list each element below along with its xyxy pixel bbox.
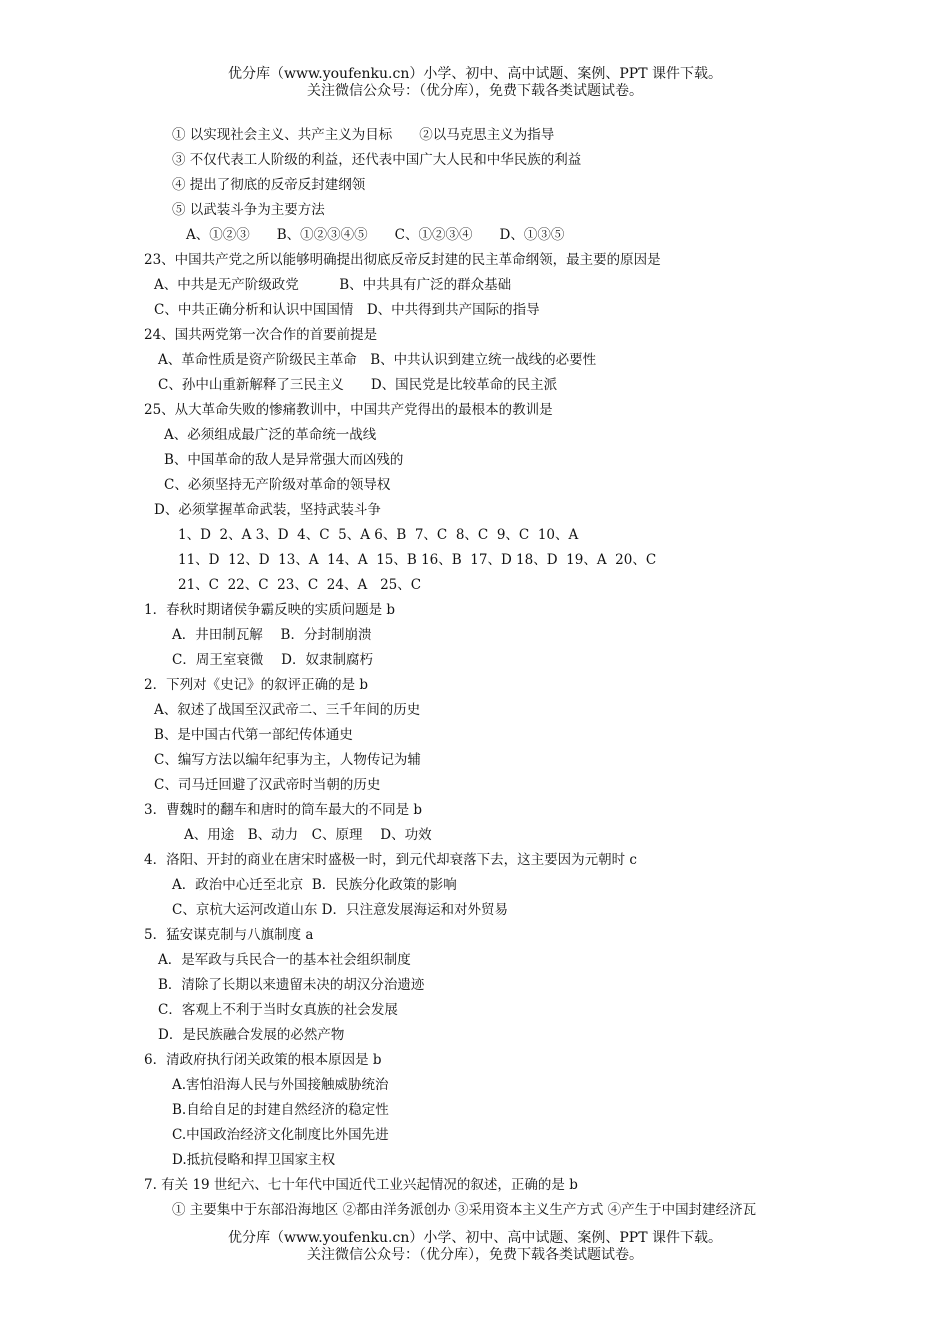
footer-line-1: 优分库（www.youfenku.cn）小学、初中、高中试题、案例、PPT 课件下载。	[227, 1230, 722, 1246]
header-line-1: 优分库（www.youfenku.cn）小学、初中、高中试题、案例、PPT 课件下载。	[227, 66, 722, 82]
text-line-content: D．是民族融合发展的必然产物	[158, 1027, 345, 1043]
question-stem	[0, 673, 950, 698]
question-stem	[0, 923, 950, 948]
text-line-content: B、是中国古代第一部纪传体通史	[154, 727, 353, 743]
text-line-content: A、①②③ B、①②③④⑤ C、①②③④ D、①③⑤	[186, 227, 565, 243]
text-line-content: C、孙中山重新解释了三民主义 D、国民党是比较革命的民主派	[158, 377, 558, 393]
text-line	[0, 473, 950, 498]
question-stem	[0, 798, 950, 823]
text-line-content: ⑤ 以武装斗争为主要方法	[172, 202, 325, 218]
text-line-content: C.中国政治经济文化制度比外国先进	[172, 1127, 389, 1143]
answer-key-line	[0, 548, 950, 573]
text-line	[0, 148, 950, 173]
text-line-content: 7. 有关 19 世纪六、七十年代中国近代工业兴起情况的叙述，正确的是 b	[144, 1177, 578, 1193]
question-stem	[0, 598, 950, 623]
text-line	[0, 123, 950, 148]
text-line-content: C、编写方法以编年纪事为主，人物传记为辅	[154, 752, 421, 768]
text-line	[0, 348, 950, 373]
text-line	[0, 1198, 950, 1223]
answer-key-line	[0, 523, 950, 548]
text-line-content: 1．春秋时期诸侯争霸反映的实质问题是 b	[144, 602, 396, 618]
text-line-content: 4．洛阳、开封的商业在唐宋时盛极一时，到元代却衰落下去，这主要因为元朝时 c	[144, 852, 637, 868]
text-line-content: 25、从大革命失败的惨痛教训中，中国共产党得出的最根本的教训是	[144, 402, 553, 418]
question-stem	[0, 1048, 950, 1073]
text-line	[0, 773, 950, 798]
text-line	[0, 873, 950, 898]
text-line	[0, 448, 950, 473]
text-line-content: D.抵抗侵略和捍卫国家主权	[172, 1152, 336, 1168]
text-line-content: ④ 提出了彻底的反帝反封建纲领	[172, 177, 366, 193]
text-line	[0, 1148, 950, 1173]
text-line-content: A．政治中心迁至北京 B．民族分化政策的影响	[172, 877, 457, 893]
text-line-content: A、必须组成最广泛的革命统一战线	[164, 427, 377, 443]
text-line-content: ① 主要集中于东部沿海地区 ②都由洋务派创办 ③采用资本主义生产方式 ④产生于中国封建经济瓦	[172, 1202, 757, 1218]
question-stem	[0, 323, 950, 348]
text-line-content: A、中共是无产阶级政党 B、中共具有广泛的群众基础	[154, 277, 512, 293]
text-line	[0, 723, 950, 748]
text-line-content: C．周王室衰微 D．奴隶制腐朽	[172, 652, 373, 668]
text-line	[0, 748, 950, 773]
text-line-content: A、革命性质是资产阶级民主革命 B、中共认识到建立统一战线的必要性	[158, 352, 597, 368]
footer-line-2: 关注微信公众号：（优分库），免费下载各类试题试卷。	[307, 1247, 643, 1263]
text-line-content: C、必须坚持无产阶级对革命的领导权	[164, 477, 391, 493]
text-line	[0, 223, 950, 248]
text-line	[0, 273, 950, 298]
text-line-content: A．井田制瓦解 B．分封制崩溃	[172, 627, 372, 643]
text-line	[0, 1023, 950, 1048]
text-line-content: ③ 不仅代表工人阶级的利益，还代表中国广大人民和中华民族的利益	[172, 152, 582, 168]
question-stem	[0, 398, 950, 423]
page-footer	[0, 1230, 950, 1264]
text-line-content: A.害怕沿海人民与外国接触威胁统治	[172, 1077, 389, 1093]
text-line-content: 24、国共两党第一次合作的首要前提是	[144, 327, 378, 343]
text-line-content: 5．猛安谋克制与八旗制度 a	[144, 927, 314, 943]
text-line	[0, 648, 950, 673]
text-line-content: A、叙述了战国至汉武帝二、三千年间的历史	[154, 702, 421, 718]
text-line	[0, 1123, 950, 1148]
text-line-content: 23、中国共产党之所以能够明确提出彻底反帝反封建的民主革命纲领，最主要的原因是	[144, 252, 661, 268]
text-line-content: B、中国革命的敌人是异常强大而凶残的	[164, 452, 404, 468]
text-line-content: C、中共正确分析和认识中国国情 D、中共得到共产国际的指导	[154, 302, 540, 318]
text-line	[0, 1098, 950, 1123]
text-line-content: 2．下列对《史记》的叙评正确的是 b	[144, 677, 369, 693]
text-line	[0, 423, 950, 448]
text-line	[0, 623, 950, 648]
text-line-content: 11、D 12、D 13、A 14、A 15、B 16、B 17、D 18、D 19、A 20、C	[178, 552, 657, 568]
text-line	[0, 973, 950, 998]
text-line	[0, 998, 950, 1023]
text-line-content: 6．清政府执行闭关政策的根本原因是 b	[144, 1052, 382, 1068]
text-line-content: ① 以实现社会主义、共产主义为目标 ②以马克思主义为指导	[172, 127, 555, 143]
text-line-content: C、司马迁回避了汉武帝时当朝的历史	[154, 777, 381, 793]
text-line-content: 1、D 2、A 3、D 4、C 5、A 6、B 7、C 8、C 9、C 10、A	[178, 527, 579, 543]
text-line-content: A、用途 B、动力 C、原理 D、功效	[184, 827, 432, 843]
question-stem	[0, 848, 950, 873]
question-stem	[0, 248, 950, 273]
text-line-content: C．客观上不利于当时女真族的社会发展	[158, 1002, 398, 1018]
answer-key-line	[0, 573, 950, 598]
text-line	[0, 198, 950, 223]
text-line	[0, 498, 950, 523]
text-line	[0, 1073, 950, 1098]
text-line-content: C、京杭大运河改道山东 D．只注意发展海运和对外贸易	[172, 902, 508, 918]
text-line-content: B．清除了长期以来遗留未决的胡汉分治遗迹	[158, 977, 425, 993]
text-line	[0, 823, 950, 848]
text-line	[0, 898, 950, 923]
text-line	[0, 173, 950, 198]
document-body	[0, 123, 950, 1223]
text-line-content: D、必须掌握革命武装，坚持武装斗争	[154, 502, 381, 518]
text-line	[0, 373, 950, 398]
text-line-content: B.自给自足的封建自然经济的稳定性	[172, 1102, 389, 1118]
text-line-content: 21、C 22、C 23、C 24、A 25、C	[178, 577, 422, 593]
text-line	[0, 298, 950, 323]
text-line-content: A．是军政与兵民合一的基本社会组织制度	[158, 952, 411, 968]
text-line	[0, 698, 950, 723]
header-line-2: 关注微信公众号：（优分库），免费下载各类试题试卷。	[307, 83, 643, 99]
question-stem	[0, 1173, 950, 1198]
text-line	[0, 948, 950, 973]
text-line-content: 3．曹魏时的翻车和唐时的筒车最大的不同是 b	[144, 802, 423, 818]
page-header	[0, 66, 950, 100]
